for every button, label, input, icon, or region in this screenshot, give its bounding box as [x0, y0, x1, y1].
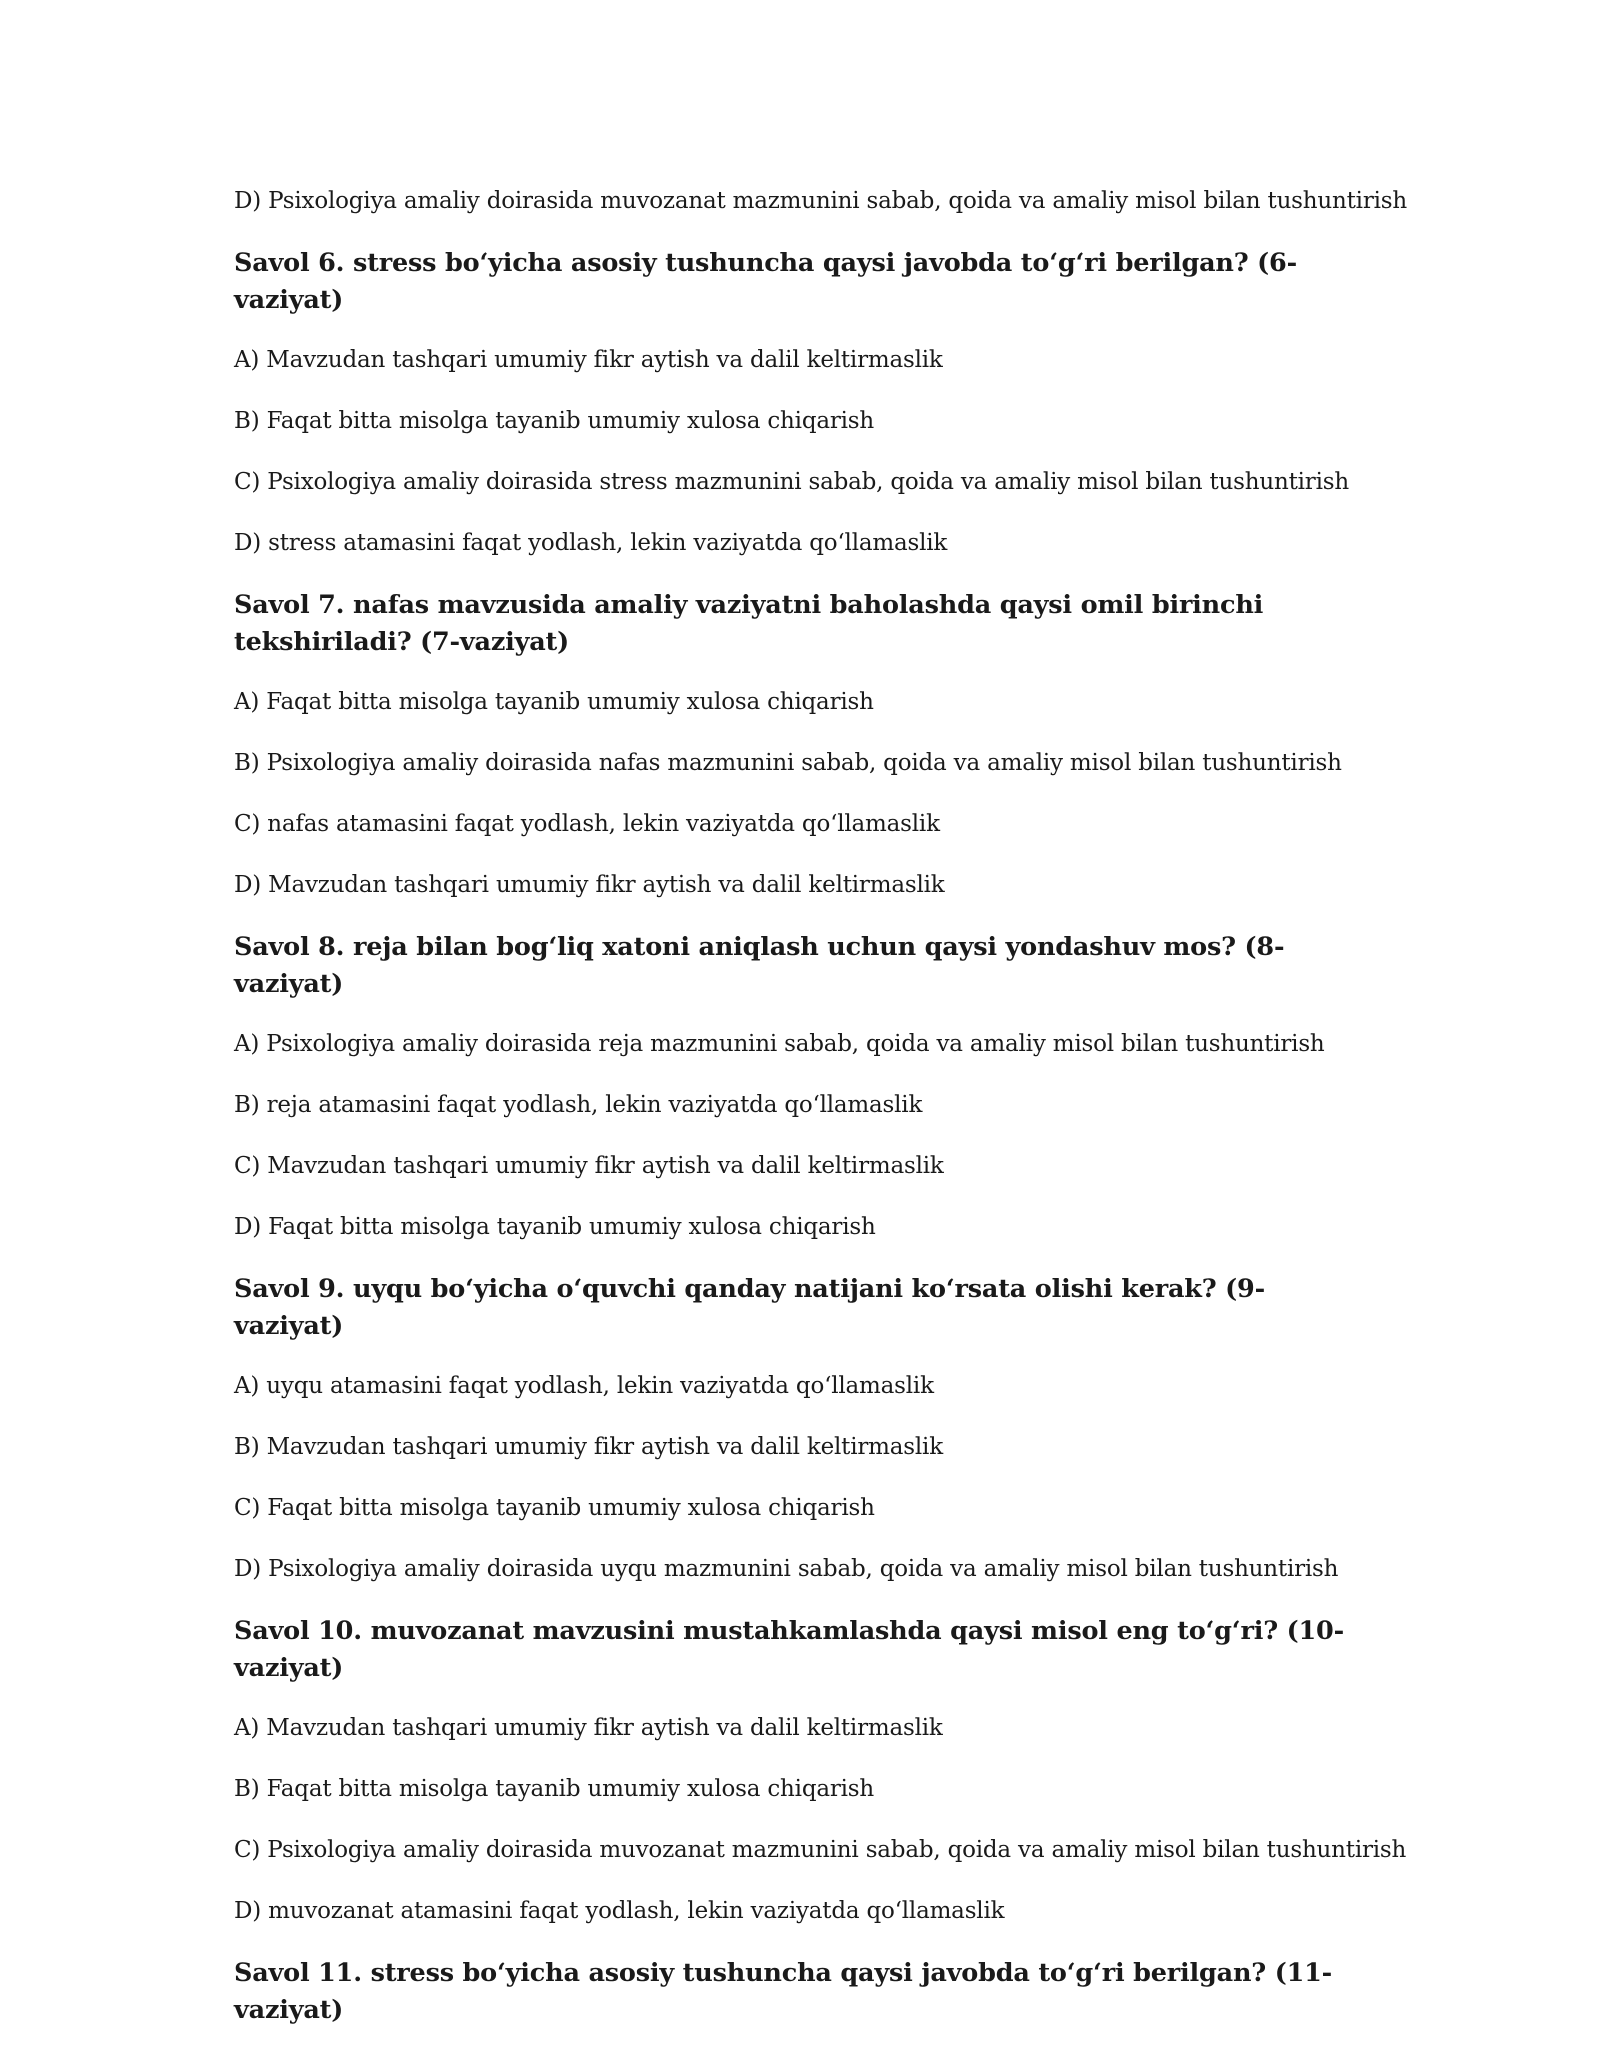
answer-option: A) Psixologiya amaliy doirasida reja mazmunini sabab, qoida va amaliy misol bilan tushuntirish	[234, 1031, 1325, 1057]
answer-option: A) Mavzudan tashqari umumiy fikr aytish va dalil keltirmaslik	[234, 1715, 943, 1741]
answer-option: C) nafas atamasini faqat yodlash, lekin vaziyatda qo‘llamaslik	[234, 811, 940, 837]
question-title: Savol 10. muvozanat mavzusini mustahkamlashda qaysi misol eng to‘g‘ri? (10-vaziyat)	[234, 1616, 1344, 1683]
question-block-8	[234, 929, 1364, 1244]
answer-option: D) Mavzudan tashqari umumiy fikr aytish va dalil keltirmaslik	[234, 872, 945, 898]
question-title-11: Savol 11. stress bo‘yicha asosiy tushuncha qaysi javobda to‘g‘ri berilgan? (11-vaziyat)	[234, 1958, 1333, 2025]
question-block-6	[234, 245, 1364, 560]
answer-option: C) Psixologiya amaliy doirasida stress mazmunini sabab, qoida va amaliy misol bilan tushuntirish	[234, 469, 1349, 495]
option-6-lead: D) Psixologiya amaliy doirasida muvozanat mazmunini sabab, qoida va amaliy misol bilan tushuntirish	[234, 188, 1407, 214]
answer-option: B) Faqat bitta misolga tayanib umumiy xulosa chiqarish	[234, 408, 875, 434]
answer-option: D) muvozanat atamasini faqat yodlash, lekin vaziyatda qo‘llamaslik	[234, 1898, 1005, 1924]
answer-option: C) Mavzudan tashqari umumiy fikr aytish va dalil keltirmaslik	[234, 1153, 944, 1179]
question-title: Savol 9. uyqu bo‘yicha o‘quvchi qanday natijani ko‘rsata olishi kerak? (9-vaziyat)	[234, 1274, 1265, 1341]
answer-option: A) Mavzudan tashqari umumiy fikr aytish va dalil keltirmaslik	[234, 347, 943, 373]
answer-option: D) Psixologiya amaliy doirasida uyqu mazmunini sabab, qoida va amaliy misol bilan tushuntirish	[234, 1556, 1339, 1582]
answer-option: A) Faqat bitta misolga tayanib umumiy xulosa chiqarish	[234, 689, 874, 715]
answer-option: B) Mavzudan tashqari umumiy fikr aytish va dalil keltirmaslik	[234, 1434, 943, 1460]
document-page	[234, 184, 1407, 2053]
question-block-7	[234, 587, 1364, 902]
question-title: Savol 8. reja bilan bog‘liq xatoni aniqlash uchun qaysi yondashuv mos? (8-vaziyat)	[234, 932, 1285, 999]
answer-option: C) Psixologiya amaliy doirasida muvozanat mazmunini sabab, qoida va amaliy misol bilan tushuntirish	[234, 1837, 1407, 1863]
question-title: Savol 6. stress bo‘yicha asosiy tushuncha qaysi javobda to‘g‘ri berilgan? (6-vaziyat)	[234, 248, 1297, 315]
question-block-10	[234, 1613, 1407, 1928]
answer-option: B) Faqat bitta misolga tayanib umumiy xulosa chiqarish	[234, 1776, 875, 1802]
answer-option: C) Faqat bitta misolga tayanib umumiy xulosa chiqarish	[234, 1495, 875, 1521]
answer-option: B) reja atamasini faqat yodlash, lekin vaziyatda qo‘llamaslik	[234, 1092, 923, 1118]
answer-option: B) Psixologiya amaliy doirasida nafas mazmunini sabab, qoida va amaliy misol bilan tushuntirish	[234, 750, 1342, 776]
answer-option: D) stress atamasini faqat yodlash, lekin vaziyatda qo‘llamaslik	[234, 530, 948, 556]
question-title: Savol 7. nafas mavzusida amaliy vaziyatni baholashda qaysi omil birinchi tekshiriladi? (7-vaziyat)	[234, 590, 1264, 657]
answer-option: D) Faqat bitta misolga tayanib umumiy xulosa chiqarish	[234, 1214, 876, 1240]
question-block-9	[234, 1271, 1364, 1586]
answer-option: A) uyqu atamasini faqat yodlash, lekin vaziyatda qo‘llamaslik	[234, 1373, 934, 1399]
